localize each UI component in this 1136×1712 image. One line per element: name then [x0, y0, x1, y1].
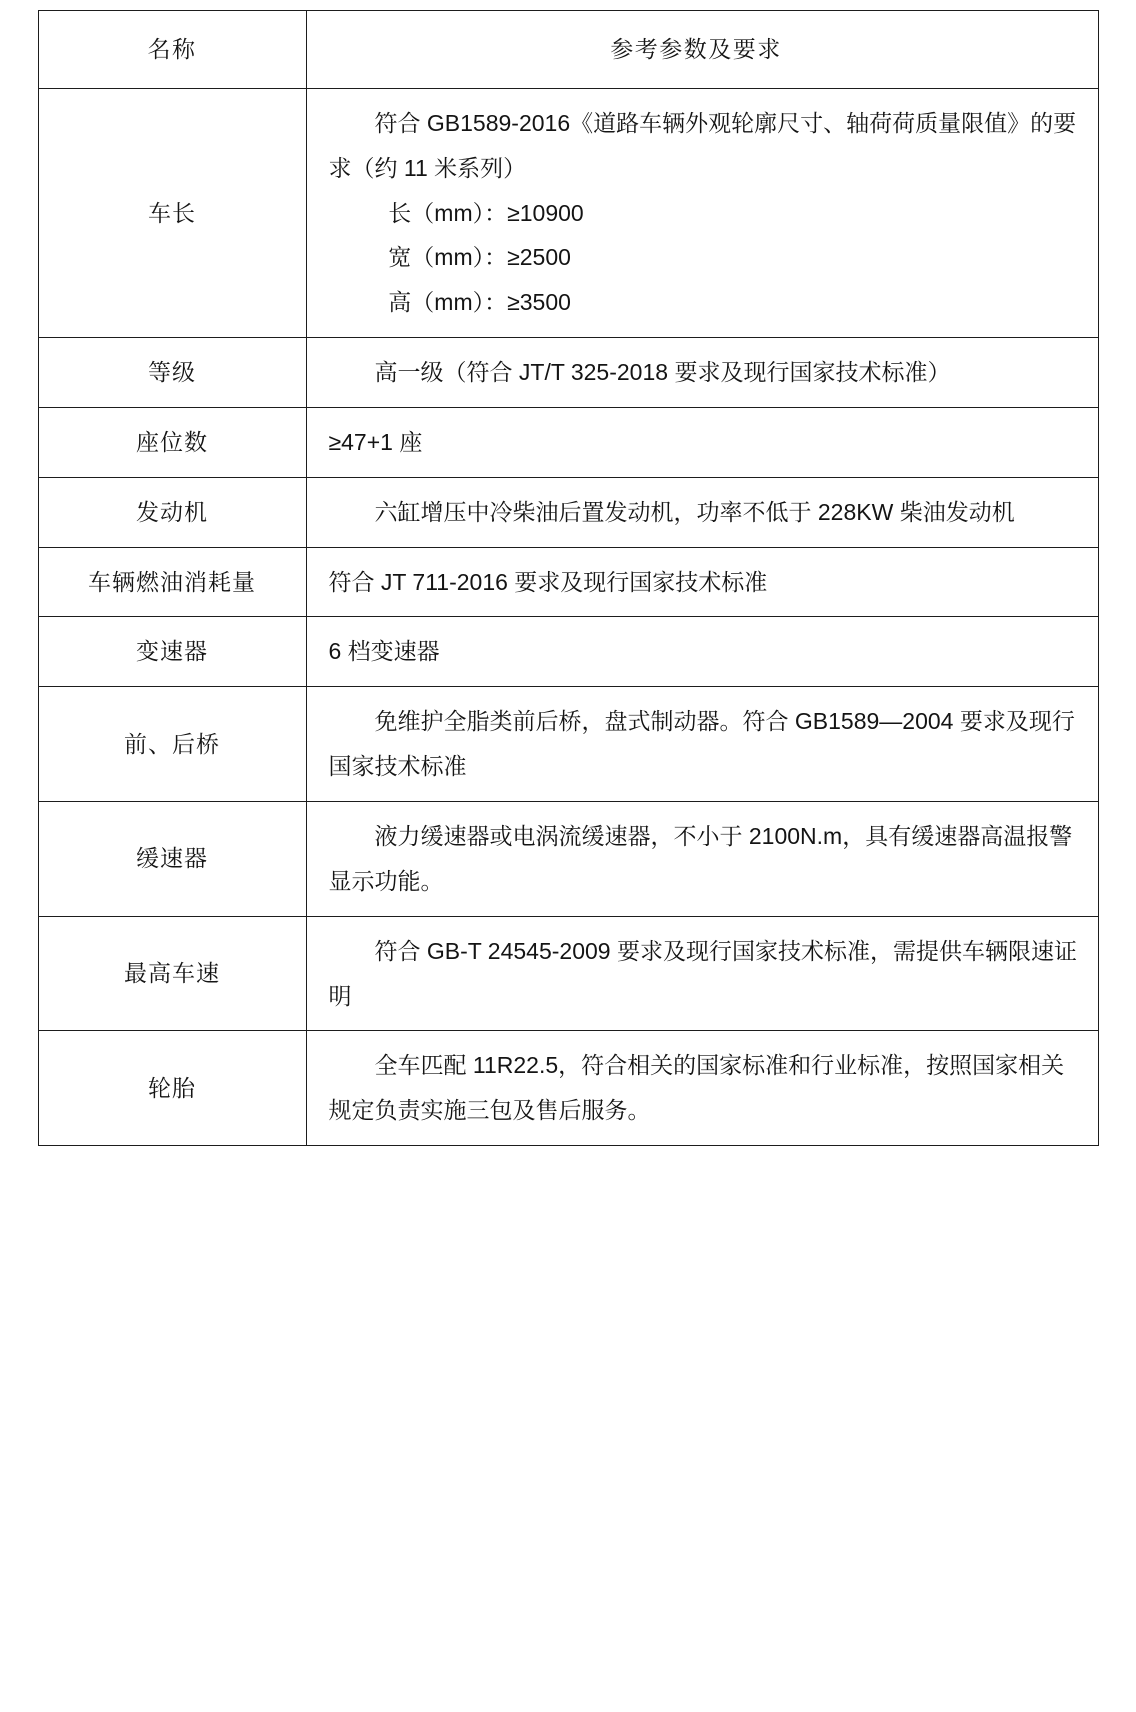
value-line: 高（mm）：≥3500	[388, 289, 571, 316]
table-row	[38, 617, 1098, 687]
value-line: 符合 GB-T 24545-2009 要求及现行国家技术标准，需提供车辆限速证明	[328, 937, 1077, 1009]
row-name-axles: 前、后桥	[38, 687, 306, 802]
row-name-vehicle-length: 车长	[38, 88, 306, 337]
row-value-seat-count	[306, 407, 1098, 477]
row-name-transmission: 变速器	[38, 617, 306, 687]
table-row	[38, 916, 1098, 1031]
row-name-seat-count: 座位数	[38, 407, 306, 477]
value-line: 六缸增压中冷柴油后置发动机，功率不低于 228KW 柴油发动机	[374, 498, 1015, 525]
row-value-transmission	[306, 617, 1098, 687]
row-name-max-speed: 最高车速	[38, 916, 306, 1031]
row-name-fuel-consumption: 车辆燃油消耗量	[38, 547, 306, 617]
value-line: 液力缓速器或电涡流缓速器，不小于 2100N.m，具有缓速器高温报警显示功能。	[328, 822, 1073, 894]
header-cell-name: 名称	[38, 11, 306, 89]
row-name-engine: 发动机	[38, 477, 306, 547]
value-line: 符合 JT 711-2016 要求及现行国家技术标准	[328, 568, 768, 595]
row-name-retarder: 缓速器	[38, 801, 306, 916]
table-body	[38, 88, 1098, 1145]
header-cell-value: 参考参数及要求	[306, 11, 1098, 89]
value-line: 符合 GB1589-2016《道路车辆外观轮廓尺寸、轴荷荷质量限值》的要求（约 11 米系列）	[328, 109, 1077, 181]
table-row	[38, 687, 1098, 802]
table-row	[38, 801, 1098, 916]
row-value-grade	[306, 338, 1098, 408]
row-name-tires: 轮胎	[38, 1031, 306, 1146]
value-line: 宽（mm）：≥2500	[388, 244, 571, 271]
row-name-grade: 等级	[38, 338, 306, 408]
table-header-row	[38, 11, 1098, 89]
row-value-axles	[306, 687, 1098, 802]
row-value-tires	[306, 1031, 1098, 1146]
vehicle-spec-table	[38, 10, 1099, 1146]
row-value-engine	[306, 477, 1098, 547]
row-value-max-speed	[306, 916, 1098, 1031]
table-row	[38, 88, 1098, 337]
value-line: 全车匹配 11R22.5，符合相关的国家标准和行业标准，按照国家相关规定负责实施三包及售后服务。	[328, 1052, 1065, 1124]
value-line: 免维护全脂类前后桥，盘式制动器。符合 GB1589—2004 要求及现行国家技术标准	[328, 708, 1075, 780]
table-row	[38, 477, 1098, 547]
table-header	[38, 11, 1098, 89]
row-value-fuel-consumption	[306, 547, 1098, 617]
table-row	[38, 547, 1098, 617]
table-row	[38, 407, 1098, 477]
table-row	[38, 338, 1098, 408]
row-value-retarder	[306, 801, 1098, 916]
value-line: ≥47+1 座	[328, 428, 423, 455]
row-value-vehicle-length	[306, 88, 1098, 337]
value-line: 高一级（符合 JT/T 325-2018 要求及现行国家技术标准）	[374, 359, 951, 386]
value-line: 6 档变速器	[328, 638, 440, 665]
table-row	[38, 1031, 1098, 1146]
value-line: 长（mm）：≥10900	[388, 199, 584, 226]
